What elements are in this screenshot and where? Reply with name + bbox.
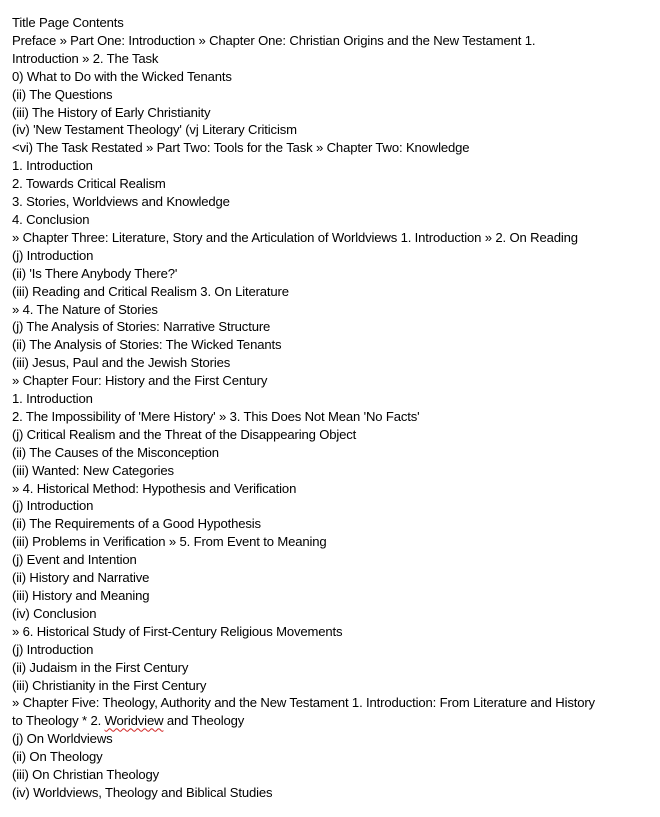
toc-line: 2. Towards Critical Realism bbox=[12, 176, 166, 192]
toc-line: 3. Stories, Worldviews and Knowledge bbox=[12, 194, 230, 210]
toc-line: » Chapter Three: Literature, Story and the Articulation of Worldviews 1. Introduction » 2. On Reading bbox=[12, 229, 578, 245]
toc-line: <vi) The Task Restated » Part Two: Tools for the Task » Chapter Two: Knowledge bbox=[12, 140, 470, 156]
toc-line: (j) On Worldviews bbox=[12, 731, 113, 747]
toc-line: (iii) The History of Early Christianity bbox=[12, 104, 211, 120]
toc-line: (ii) 'Is There Anybody There?' bbox=[12, 265, 178, 281]
toc-line: » 4. The Nature of Stories bbox=[12, 301, 158, 317]
table-of-contents bbox=[12, 14, 648, 802]
toc-line: (j) Introduction bbox=[12, 641, 94, 657]
toc-line: Preface » Part One: Introduction » Chapter One: Christian Origins and the New Testament 1. bbox=[12, 32, 536, 48]
toc-line: » Chapter Four: History and the First Century bbox=[12, 373, 268, 389]
toc-line: (iv) Conclusion bbox=[12, 605, 97, 621]
toc-line-chapter-five: » Chapter Five: Theology, Authority and the New Testament 1. Introduction: From Literature and History bbox=[12, 695, 595, 711]
toc-line: (ii) History and Narrative bbox=[12, 570, 150, 586]
toc-line: (iii) Reading and Critical Realism 3. On Literature bbox=[12, 283, 289, 299]
toc-line: 2. The Impossibility of 'Mere History' » 3. This Does Not Mean 'No Facts' bbox=[12, 408, 420, 424]
toc-line: (ii) Judaism in the First Century bbox=[12, 659, 189, 675]
toc-text: and Theology bbox=[163, 713, 245, 729]
toc-line: (ii) The Questions bbox=[12, 86, 113, 102]
toc-line: (j) Introduction bbox=[12, 498, 94, 514]
toc-line: (iv) Worldviews, Theology and Biblical Studies bbox=[12, 784, 273, 800]
toc-line: (j) Introduction bbox=[12, 247, 94, 263]
toc-line-chapter-five-cont bbox=[12, 712, 648, 730]
toc-line: 4. Conclusion bbox=[12, 211, 90, 227]
toc-line: (ii) The Analysis of Stories: The Wicked Tenants bbox=[12, 337, 282, 353]
toc-line: (iii) Wanted: New Categories bbox=[12, 462, 174, 478]
toc-line: Introduction » 2. The Task bbox=[12, 50, 159, 66]
toc-line: (ii) The Requirements of a Good Hypothesis bbox=[12, 516, 261, 532]
toc-line: » 4. Historical Method: Hypothesis and Verification bbox=[12, 480, 297, 496]
toc-line: (iii) On Christian Theology bbox=[12, 767, 160, 783]
toc-line: (j) Event and Intention bbox=[12, 552, 137, 568]
toc-line: Title Page Contents bbox=[12, 15, 124, 30]
toc-line: » 6. Historical Study of First-Century Religious Movements bbox=[12, 623, 343, 639]
toc-line: (iii) History and Meaning bbox=[12, 588, 150, 603]
toc-line: 1. Introduction bbox=[12, 391, 93, 407]
toc-line: (ii) On Theology bbox=[12, 749, 103, 765]
toc-line: 1. Introduction bbox=[12, 158, 93, 174]
toc-line: (iii) Jesus, Paul and the Jewish Stories bbox=[12, 355, 231, 371]
toc-line: (iii) Problems in Verification » 5. From Event to Meaning bbox=[12, 534, 327, 550]
spelling-error-word[interactable]: Woridview bbox=[104, 713, 164, 729]
toc-line: (j) The Analysis of Stories: Narrative Structure bbox=[12, 319, 271, 335]
toc-line: (iv) 'New Testament Theology' (vj Literary Criticism bbox=[12, 122, 297, 138]
toc-line: (iii) Christianity in the First Century bbox=[12, 677, 207, 693]
toc-text: to Theology * 2. bbox=[12, 713, 105, 729]
toc-line: 0) What to Do with the Wicked Tenants bbox=[12, 68, 232, 84]
toc-line: (ii) The Causes of the Misconception bbox=[12, 444, 219, 460]
toc-line: (j) Critical Realism and the Threat of the Disappearing Object bbox=[12, 426, 357, 442]
